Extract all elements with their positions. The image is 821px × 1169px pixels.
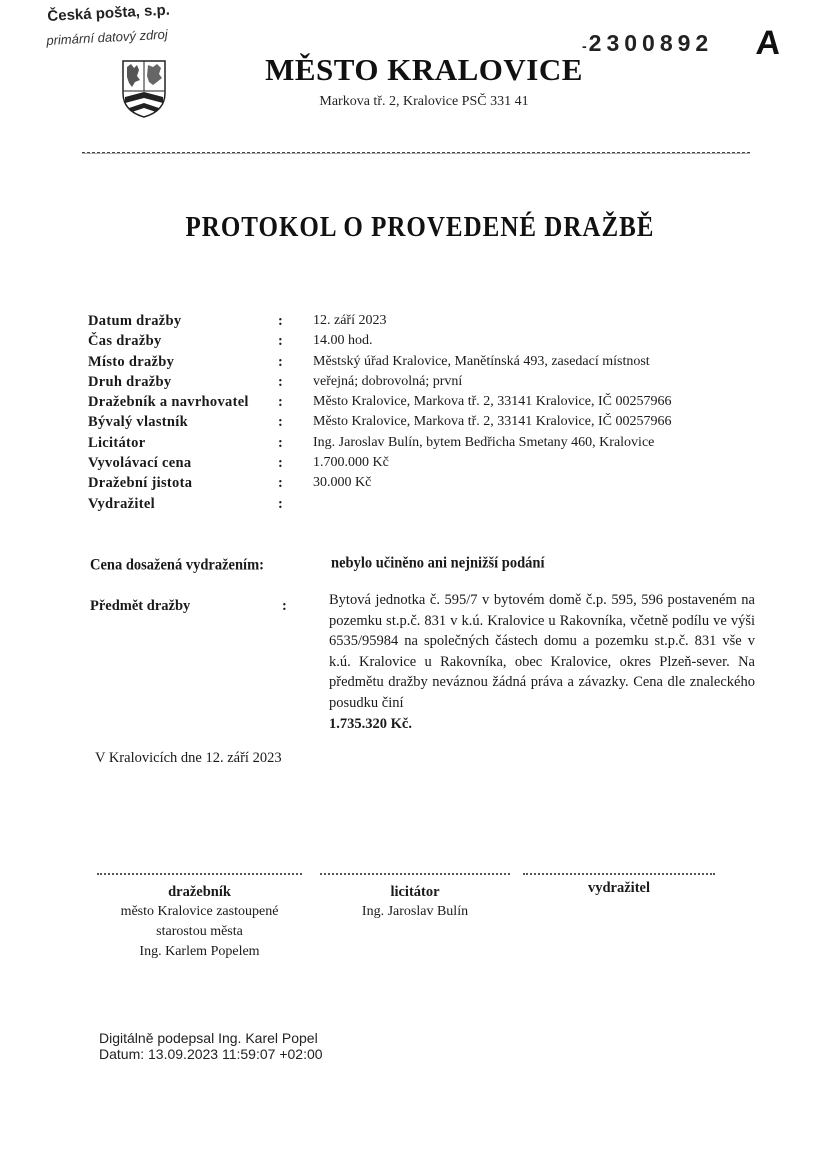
subject-text: Bytová jednotka č. 595/7 v bytovém domě č.p. 595, 596 postaveném na pozemku st.p.č. 831 v k.ú. Kralovice u Rakovníka, včetně podílu ve výši 6535/95984 na společných částech domu a pozemku st.p.č. 831 vše v k.ú. Kralovice u Rakovníka, obec Kralovice, okres Plzeň-sever. Na předmětu dražby neváznou žádná práva a závazky. Cena dle znaleckého posudku činí xyxy=(329,592,755,711)
city-title: MĚSTO KRALOVICE xyxy=(265,52,583,87)
appraised-value: 1.735.320 Kč. xyxy=(329,715,412,732)
signature-line-text: Ing. Jaroslav Bulín xyxy=(361,904,469,919)
field-value: Městský úřad Kralovice, Manětínská 493, zasedací místnost xyxy=(313,353,650,369)
document-title: PROTOKOL O PROVEDENÉ DRAŽBĚ xyxy=(185,212,655,243)
field-value: Město Kralovice, Markova tř. 2, 33141 Kralovice, IČ 00257966 xyxy=(313,414,672,430)
field-value: 12. září 2023 xyxy=(313,313,387,328)
field-value: Ing. Jaroslav Bulín, bytem Bedřicha Smetany 460, Kralovice xyxy=(313,434,655,450)
city-address: Markova tř. 2, Kralovice PSČ 331 41 xyxy=(319,94,529,109)
field-value: veřejná; dobrovolná; první xyxy=(313,373,463,389)
reference-dash: - xyxy=(582,38,587,54)
field-label: Druh dražby xyxy=(88,373,172,390)
signature-line-text: starostou města xyxy=(156,924,243,939)
subject-description xyxy=(329,590,755,734)
coat-of-arms-icon xyxy=(121,59,167,119)
signature-licitator xyxy=(320,882,510,922)
postal-stamp-title: Česká pošta, s.p. xyxy=(47,1,171,25)
signature-role: dražebník xyxy=(168,884,231,900)
field-label: Místo dražby xyxy=(88,353,175,370)
field-row-winner xyxy=(88,496,788,516)
field-value: 30.000 Kč xyxy=(313,475,372,491)
field-row-auctioneer xyxy=(88,394,788,414)
field-colon: : xyxy=(278,414,283,431)
signature-line-text: město Kralovice zastoupené xyxy=(120,904,279,919)
postal-stamp-source: primární datový zdroj xyxy=(46,26,169,48)
field-colon: : xyxy=(278,353,283,370)
field-colon: : xyxy=(278,313,283,329)
field-label: Vydražitel xyxy=(88,495,155,512)
field-colon: : xyxy=(278,333,283,350)
header-divider-underlay xyxy=(82,153,750,154)
subject-label: Předmět dražby xyxy=(90,598,191,614)
field-value: Město Kralovice, Markova tř. 2, 33141 Kralovice, IČ 00257966 xyxy=(313,394,672,410)
signature-line-auctioneer xyxy=(97,873,302,875)
subject-colon: : xyxy=(282,598,287,614)
field-row-former-owner xyxy=(88,414,788,434)
field-label: Dražební jistota xyxy=(88,475,193,492)
field-value: 1.700.000 Kč xyxy=(313,455,389,471)
signature-line-winner xyxy=(523,873,715,875)
field-colon: : xyxy=(278,434,283,451)
place-and-date: V Kralovicích dne 12. září 2023 xyxy=(95,750,282,766)
reference-number xyxy=(582,30,713,57)
digital-signature-signer: Digitálně podepsal Ing. Karel Popel xyxy=(99,1030,318,1046)
signature-line-text: Ing. Karlem Popelem xyxy=(139,944,260,959)
field-row-place xyxy=(88,354,788,374)
field-label: Čas dražby xyxy=(88,333,162,350)
field-row-licitator xyxy=(88,435,788,455)
signature-auctioneer xyxy=(97,882,302,962)
reference-letter: A xyxy=(754,24,782,62)
field-label: Licitátor xyxy=(88,434,146,451)
field-label: Datum dražby xyxy=(88,313,182,329)
digital-signature xyxy=(99,1030,323,1062)
field-colon: : xyxy=(278,373,283,390)
field-colon: : xyxy=(278,394,283,411)
field-row-type xyxy=(88,374,788,394)
field-row-date xyxy=(88,313,788,333)
signature-role: vydražitel xyxy=(587,880,650,896)
field-colon: : xyxy=(278,455,283,472)
reference-number-value: 2300892 xyxy=(588,30,714,56)
digital-signature-date: Datum: 13.09.2023 11:59:07 +02:00 xyxy=(99,1046,323,1062)
auction-details xyxy=(88,313,788,516)
result-label: Cena dosažená vydražením: xyxy=(90,556,264,574)
field-row-starting-price xyxy=(88,455,788,475)
field-label: Bývalý vlastník xyxy=(88,414,188,431)
field-label: Dražebník a navrhovatel xyxy=(88,394,249,411)
signature-winner xyxy=(523,878,715,898)
field-colon: : xyxy=(278,475,283,492)
signature-role: licitátor xyxy=(390,884,440,900)
field-row-deposit xyxy=(88,475,788,495)
result-value: nebylo učiněno ani nejnižší podání xyxy=(331,554,545,572)
field-colon: : xyxy=(278,495,283,512)
field-row-time xyxy=(88,333,788,353)
signature-line-licitator xyxy=(320,873,510,875)
field-label: Vyvolávací cena xyxy=(88,455,192,472)
field-value: 14.00 hod. xyxy=(313,333,373,349)
